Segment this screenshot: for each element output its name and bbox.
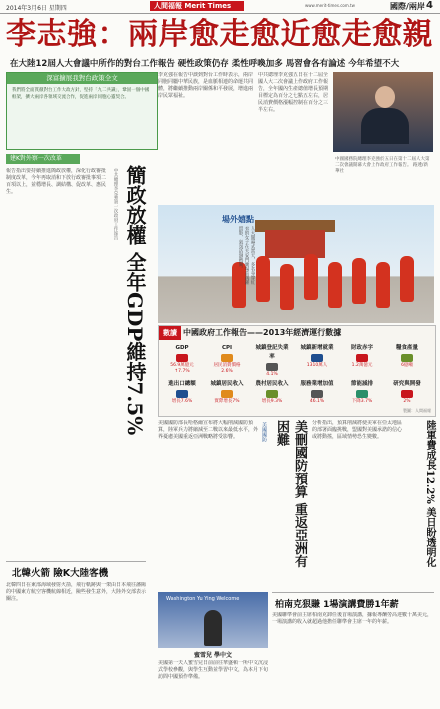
michelle-body: 美國第一夫人蜜雪兒日前前往華盛頓一所中文沉浸式學校參觀，與學生互動並學習中文，為本月下旬訪問中國預作準備。: [158, 660, 268, 680]
dancer-figure: [352, 258, 366, 304]
korea-body: 北韓四日在東部海域發射火箭，飛行軌跡與一架由日本飛往瀋陽的中國東方航空客機航線相近，險些發生意外，大陸外交部表示關注。: [6, 582, 146, 602]
economy-data-table: [158, 325, 436, 417]
cell-label: 財政赤字: [350, 345, 373, 351]
cell-value: 2%: [403, 399, 411, 404]
coin-icon: [356, 354, 368, 362]
school-banner: Washington Yu Ying Welcome: [166, 596, 240, 602]
cell-value: 增長7.6%: [171, 399, 193, 404]
feature-left-body: 報告指出要持續推進簡政放權，深化行政審批制度改革，今年再取消和下放行政審批事項二百項以上，並穩增長、調結構、促改革、惠民生。: [6, 168, 106, 195]
bernanke-headline: 柏南克狠賺 1場演講費勝1年薪: [275, 600, 399, 610]
page-number: 4: [426, 0, 433, 11]
feature-body: 中共總理李克強五日在十二屆全國人大二次會議上作政府工作報告，全年國內生產總值增長預期目標定為百分之七點五左右，居民消費價格漲幅控制在百分之三半左右。: [258, 72, 329, 113]
feature-headline: 簡政放權 全年GDP維持7.5%: [123, 165, 147, 436]
dancer-figure: [280, 264, 294, 310]
house-icon: [221, 390, 233, 398]
sub-headline: 在大陸12屆人大會議中所作的對台工作報告 硬性政策仍存 柔性呼喚加多 馬習會各有論述 今年希望不大: [10, 59, 400, 69]
military-spending-headline: 陸軍費成長12.2% 美日盼透明化: [424, 420, 435, 568]
table-cell: [253, 344, 291, 378]
policy-box: [6, 72, 158, 150]
masthead-logo: 人間福報 Merit Times: [150, 1, 244, 11]
defense-body-a: 美國國防部長哈格爾宣布將大幅削減國防預算，陸軍兵力將縮減至二戰以來最低水平，外界憂慮美國重返亞洲戰略將受影響。: [158, 420, 258, 440]
mid-article-body: 李克強在報告中談到對台工作時表示，兩岸同胞同屬中華民族，是血脈相連的命運共同體，將繼續推動兩岸關係和平發展，增進兩岸民眾福祉。: [158, 72, 254, 99]
tractor-icon: [401, 354, 413, 362]
cell-label: GDP: [175, 345, 189, 351]
cell-label: 城鎮居民收入: [210, 381, 244, 387]
chart-icon: [176, 354, 188, 362]
leaf-icon: [356, 390, 368, 398]
tiananmen-caption: 人大開幕式當天，多名身穿紅衣的女子在天安門廣場前跳躍留影，氣氛活潑熱鬧。: [238, 226, 255, 285]
photo-tag: 場外嬉點: [222, 215, 254, 224]
cell-value: 1310萬人: [306, 363, 328, 368]
page-header: [0, 0, 440, 14]
table-tag: 數讀: [159, 326, 181, 340]
dancer-figure: [304, 254, 318, 300]
issue-date: 2014年3月6日 星期四: [6, 5, 67, 12]
cell-label: 糧食產量: [395, 345, 418, 351]
michelle-figure: [204, 610, 222, 646]
korea-headline: 北韓火箭 險K大陸客機: [12, 568, 109, 579]
divider: [6, 561, 146, 562]
premier-photo-caption: 中國國務院總理李克強於五日在第十二屆人大第二次會議開幕大會上作政府工作報告。 路透/新華社: [335, 157, 430, 174]
defense-headline: 美刪國防預算 重返亞洲有困難: [274, 420, 307, 568]
premier-figure: [361, 108, 409, 144]
cell-value: 56.9萬億元↑7.7%: [170, 363, 194, 374]
table-cell: [343, 344, 381, 378]
policy-box-body: 我們將全面貫徹對台工作大政方針，堅持「九二共識」，鞏固一個中國框架，擴大兩岸各領域交流合作，促進兩岸同胞心靈契合。: [12, 88, 150, 100]
site-url: www.merit-times.com.tw: [305, 3, 355, 8]
table-cell: [343, 380, 381, 414]
people-icon: [266, 363, 278, 371]
cell-value: 居民消費價格2.6%: [213, 363, 241, 374]
premier-head: [375, 86, 395, 108]
defense-tag: 美國國防: [261, 422, 267, 442]
dancer-figure: [400, 256, 414, 302]
policy-box-title: 深富擴展我對台政策全文: [7, 73, 157, 84]
table-title: 中國政府工作報告——2013年經濟運行數據: [183, 328, 342, 337]
cart-icon: [221, 354, 233, 362]
cell-value: 下降3.7%: [351, 399, 373, 404]
cell-label: 城鎮新增就業: [300, 345, 334, 351]
dancer-figure: [376, 262, 390, 308]
section-label: 國際/兩岸: [390, 2, 425, 11]
building-icon: [311, 390, 323, 398]
cell-label: 節能減排: [350, 381, 373, 387]
defense-body-b: 分析指出，預算削減將使美軍在亞太地區的部署面臨挑戰，盟國對美國承諾的信心或將動搖，區域情勢恐生變數。: [312, 420, 403, 440]
main-headline: 李志強：兩岸愈走愈近愈走愈親: [6, 17, 433, 52]
michelle-caption: 蜜雪兒 學中文: [193, 652, 233, 659]
flask-icon: [401, 390, 413, 398]
cell-label: 服務業增加值: [300, 381, 334, 387]
cell-label: CPI: [221, 345, 233, 351]
cell-value: 4.1%: [266, 372, 278, 377]
dancer-figure: [256, 256, 270, 302]
cell-value: 實際增長7%: [214, 399, 240, 404]
divider: [272, 592, 434, 593]
table-cell: [388, 344, 426, 378]
ship-icon: [176, 390, 188, 398]
cell-value: 增長9.3%: [261, 399, 283, 404]
feature-kicker: 中共總理李克強第一次政府工作報告: [113, 168, 118, 240]
cell-label: 進出口總額: [168, 381, 196, 387]
cell-label: 農村居民收入: [255, 381, 289, 387]
dancer-figure: [328, 262, 342, 308]
table-cell: [298, 344, 336, 378]
table-cell: [253, 380, 291, 414]
bernanke-body: 美國聯準會前主席柏南克卸任後首場演講，據報導酬勞高達數十萬美元，一場演講的收入就超過他擔任聯準會主席一年的年薪。: [272, 612, 433, 625]
table-cell: [208, 344, 246, 378]
cell-label: 城鎮登記失業率: [255, 345, 289, 360]
section-tag: 建K對外察一次改革: [6, 154, 80, 164]
farm-icon: [266, 390, 278, 398]
cell-value: 1.2萬億元: [351, 363, 373, 368]
table-cell: [163, 344, 201, 378]
briefcase-icon: [311, 354, 323, 362]
cell-value: 6億噸: [401, 363, 413, 368]
table-cell: [298, 380, 336, 414]
cell-value: 46.1%: [309, 399, 325, 404]
cell-label: 研究與開發: [393, 381, 421, 387]
gate-building: [265, 230, 325, 258]
table-credit: 製圖：人間福報: [403, 408, 431, 413]
table-cell: [163, 380, 201, 414]
table-cell: [208, 380, 246, 414]
